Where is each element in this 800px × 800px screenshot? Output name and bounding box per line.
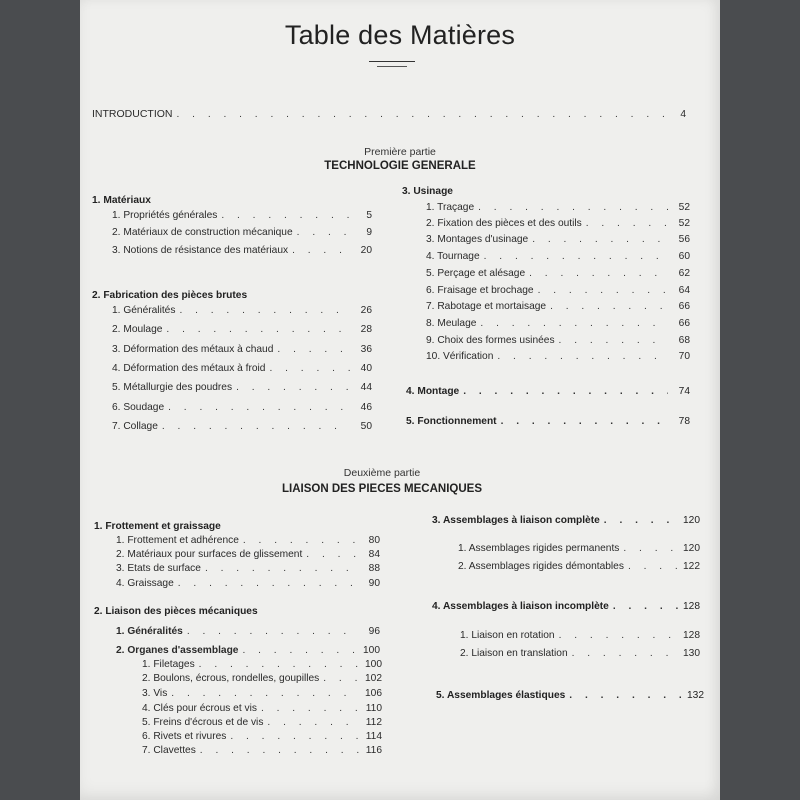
document-page: [80, 0, 720, 800]
toc-entry-page: 66: [678, 318, 690, 329]
toc-entry-label: 10. Vérification: [426, 351, 494, 362]
toc-entry-label: 1. Généralités: [112, 305, 176, 316]
toc-entry-label: 2. Fixation des pièces et des outils: [426, 218, 582, 229]
leader-dots: [559, 335, 668, 346]
leader-dots: [187, 626, 358, 637]
toc-entry[interactable]: [112, 421, 372, 432]
toc-entry[interactable]: [112, 305, 372, 316]
toc-entry-page: 128: [683, 630, 700, 641]
toc-entry-page: 28: [360, 324, 372, 335]
toc-entry-page: 46: [360, 402, 372, 413]
toc-entry-page: 120: [683, 515, 700, 526]
toc-entry-page: 5: [366, 210, 372, 221]
toc-entry-page: 122: [683, 561, 700, 572]
toc-entry-label: 4. Déformation des métaux à froid: [112, 363, 266, 374]
toc-entry[interactable]: [426, 234, 690, 245]
toc-section[interactable]: [432, 601, 700, 612]
toc-entry[interactable]: [116, 645, 380, 656]
toc-entry[interactable]: [116, 626, 380, 637]
toc-entry-page: 130: [683, 648, 700, 659]
toc-subentry[interactable]: [142, 703, 382, 714]
leader-dots: [221, 210, 350, 221]
title-underline-short: [377, 66, 407, 67]
toc-entry-page: 84: [368, 549, 380, 560]
leader-dots: [261, 703, 360, 714]
toc-section[interactable]: [94, 606, 364, 617]
toc-entry-page: 70: [678, 351, 690, 362]
toc-entry-page: 74: [678, 386, 690, 397]
toc-entry-label: 9. Choix des formes usinées: [426, 335, 555, 346]
section-heading: 1. Frottement et graissage: [94, 521, 221, 532]
toc-entry-page: 4: [680, 109, 686, 120]
toc-entry[interactable]: [460, 648, 700, 659]
toc-entry[interactable]: [112, 324, 372, 335]
toc-section[interactable]: [92, 290, 362, 301]
toc-subentry[interactable]: [142, 717, 382, 728]
part-label: Deuxième partie: [343, 467, 421, 479]
toc-entry[interactable]: [426, 202, 690, 213]
section-heading: 5. Assemblages élastiques: [436, 690, 566, 701]
leader-dots: [168, 402, 350, 413]
toc-entry[interactable]: [458, 561, 700, 572]
toc-entry-label: 3. Montages d'usinage: [426, 234, 529, 245]
section-heading: 2. Liaison des pièces mécaniques: [94, 606, 258, 617]
leader-dots: [171, 688, 360, 699]
leader-dots: [292, 245, 350, 256]
section-heading: 3. Assemblages à liaison complète: [432, 515, 600, 526]
toc-section[interactable]: [94, 521, 364, 532]
toc-entry-page: 100: [363, 645, 380, 656]
toc-entry-label: 7. Clavettes: [142, 745, 196, 756]
toc-entry-page: 116: [365, 745, 382, 756]
toc-entry[interactable]: [112, 363, 372, 374]
toc-section[interactable]: [406, 416, 690, 427]
toc-entry[interactable]: [116, 578, 380, 589]
leader-dots: [177, 109, 665, 120]
leader-dots: [199, 659, 360, 670]
leader-dots: [243, 535, 358, 546]
toc-section[interactable]: [436, 690, 704, 701]
toc-entry-label: 3. Etats de surface: [116, 563, 201, 574]
toc-entry-label: 5. Freins d'écrous et de vis: [142, 717, 264, 728]
section-heading: 4. Montage: [406, 386, 460, 397]
toc-entry-label: 1. Filetages: [142, 659, 195, 670]
toc-entry[interactable]: [426, 218, 690, 229]
leader-dots: [205, 563, 358, 574]
toc-entry-label: 5. Perçage et alésage: [426, 268, 526, 279]
leader-dots: [179, 305, 350, 316]
toc-entry-label: 6. Rivets et rivures: [142, 731, 227, 742]
toc-entry-label: 2. Assemblages rigides démontables: [458, 561, 624, 572]
leader-dots: [463, 386, 668, 397]
toc-entry-page: 64: [678, 285, 690, 296]
toc-entry-page: 50: [360, 421, 372, 432]
toc-entry[interactable]: [460, 630, 700, 641]
toc-subentry[interactable]: [142, 659, 382, 670]
toc-entry-page: 44: [360, 382, 372, 393]
toc-entry-label: 2. Organes d'assemblage: [116, 645, 239, 656]
toc-entry-page: 112: [365, 717, 382, 728]
toc-entry-label: 1. Assemblages rigides permanents: [458, 543, 620, 554]
toc-entry-page: 120: [683, 543, 700, 554]
toc-entry[interactable]: [426, 335, 690, 346]
toc-entry-label: 1. Liaison en rotation: [460, 630, 555, 641]
leader-dots: [162, 421, 350, 432]
leader-dots: [306, 549, 358, 560]
toc-subentry[interactable]: [142, 688, 382, 699]
toc-entry[interactable]: [112, 402, 372, 413]
toc-entry-page: 110: [365, 703, 382, 714]
toc-entry-label: 8. Meulage: [426, 318, 477, 329]
toc-entry[interactable]: [112, 344, 372, 355]
toc-entry-page: 114: [365, 731, 382, 742]
toc-entry-label: 2. Liaison en translation: [460, 648, 568, 659]
toc-entry-label: 4. Tournage: [426, 251, 480, 262]
toc-entry-page: 68: [678, 335, 690, 346]
leader-dots: [236, 382, 350, 393]
toc-entry[interactable]: [112, 227, 372, 238]
toc-entry-label: 3. Notions de résistance des matériaux: [112, 245, 289, 256]
toc-entry[interactable]: [112, 382, 372, 393]
leader-dots: [501, 416, 668, 427]
leader-dots: [532, 234, 668, 245]
leader-dots: [497, 351, 668, 362]
toc-entry-label: 6. Fraisage et brochage: [426, 285, 534, 296]
leader-dots: [178, 578, 358, 589]
toc-entry-page: 78: [678, 416, 690, 427]
toc-entry-page: 80: [368, 535, 380, 546]
toc-entry-label: 1. Généralités: [116, 626, 183, 637]
toc-entry-page: 56: [678, 234, 690, 245]
part-title: LIAISON DES PIECES MECANIQUES: [281, 483, 482, 495]
toc-entry-page: 60: [678, 251, 690, 262]
toc-entry-label: 1. Frottement et adhérence: [116, 535, 239, 546]
toc-entry[interactable]: [426, 251, 690, 262]
part-title: TECHNOLOGIE GENERALE: [324, 160, 476, 172]
toc-entry-label: 6. Soudage: [112, 402, 165, 413]
leader-dots: [604, 515, 678, 526]
toc-entry-label: 4. Graissage: [116, 578, 174, 589]
toc-entry-label: 5. Métallurgie des poudres: [112, 382, 233, 393]
leader-dots: [538, 285, 668, 296]
toc-entry-page: 62: [678, 268, 690, 279]
toc-entry-label: 2. Moulage: [112, 324, 163, 335]
toc-entry-label: 7. Collage: [112, 421, 158, 432]
part-label: Première partie: [364, 146, 436, 158]
toc-entry-page: 36: [360, 344, 372, 355]
toc-section[interactable]: [432, 515, 700, 526]
toc-section[interactable]: [92, 195, 362, 206]
toc-subentry[interactable]: [142, 731, 382, 742]
leader-dots: [269, 363, 350, 374]
leader-dots: [550, 301, 668, 312]
toc-entry-page: 88: [368, 563, 380, 574]
toc-entry[interactable]: [458, 543, 700, 554]
title-underline: [369, 61, 415, 62]
toc-entry-page: 102: [365, 673, 382, 684]
toc-entry-label: INTRODUCTION: [92, 108, 173, 120]
toc-entry-page: 40: [360, 363, 372, 374]
toc-entry[interactable]: [116, 549, 380, 560]
leader-dots: [613, 601, 678, 612]
leader-dots: [529, 268, 668, 279]
leader-dots: [242, 645, 358, 656]
leader-dots: [623, 543, 678, 554]
toc-entry-page: 128: [683, 601, 700, 612]
toc-entry-page: 100: [365, 659, 382, 670]
toc-entry-label: 7. Rabotage et mortaisage: [426, 301, 547, 312]
toc-entry-page: 20: [360, 245, 372, 256]
toc-entry-page: 9: [366, 227, 372, 238]
leader-dots: [559, 630, 678, 641]
leader-dots: [586, 218, 668, 229]
leader-dots: [628, 561, 678, 572]
toc-entry[interactable]: [426, 318, 690, 329]
toc-entry-page: 26: [360, 305, 372, 316]
leader-dots: [297, 227, 350, 238]
toc-subentry[interactable]: [142, 745, 382, 756]
leader-dots: [200, 745, 360, 756]
toc-entry[interactable]: [426, 351, 690, 362]
toc-entry[interactable]: [426, 301, 690, 312]
section-heading: 5. Fonctionnement: [406, 416, 497, 427]
toc-entry-label: 1. Propriétés générales: [112, 210, 218, 221]
leader-dots: [480, 318, 668, 329]
toc-entry-label: 2. Matériaux pour surfaces de glissement: [116, 549, 303, 560]
section-heading: 2. Fabrication des pièces brutes: [92, 290, 248, 301]
page-title: Table des Matières: [284, 20, 516, 50]
leader-dots: [478, 202, 668, 213]
toc-section[interactable]: [402, 186, 672, 197]
toc-entry-label: 1. Traçage: [426, 202, 475, 213]
section-heading: 3. Usinage: [402, 186, 453, 197]
toc-entry[interactable]: [112, 210, 372, 221]
leader-dots: [230, 731, 360, 742]
leader-dots: [323, 673, 360, 684]
leader-dots: [484, 251, 668, 262]
toc-entry-page: 66: [678, 301, 690, 312]
leader-dots: [277, 344, 350, 355]
toc-entry-label: 3. Vis: [142, 688, 168, 699]
toc-entry[interactable]: [112, 245, 372, 256]
leader-dots: [267, 717, 360, 728]
toc-subentry[interactable]: [142, 673, 382, 684]
toc-entry-page: 106: [365, 688, 382, 699]
toc-entry-label: 2. Matériaux de construction mécanique: [112, 227, 293, 238]
toc-entry-page: 52: [678, 202, 690, 213]
leader-dots: [569, 690, 682, 701]
toc-entry-label: 3. Déformation des métaux à chaud: [112, 344, 274, 355]
toc-entry-page: 52: [678, 218, 690, 229]
leader-dots: [166, 324, 350, 335]
toc-entry-page: 96: [368, 626, 380, 637]
toc-entry[interactable]: [426, 268, 690, 279]
toc-entry-page: 132: [687, 690, 704, 701]
toc-entry[interactable]: [116, 563, 380, 574]
toc-section[interactable]: [406, 386, 690, 397]
section-heading: 1. Matériaux: [92, 195, 151, 206]
toc-entry-label: 4. Clés pour écrous et vis: [142, 703, 257, 714]
toc-entry[interactable]: [426, 285, 690, 296]
section-heading: 4. Assemblages à liaison incomplète: [432, 601, 609, 612]
leader-dots: [572, 648, 678, 659]
toc-entry-label: 2. Boulons, écrous, rondelles, goupilles: [142, 673, 320, 684]
toc-entry-page: 90: [368, 578, 380, 589]
toc-entry[interactable]: [116, 535, 380, 546]
toc-entry-introduction[interactable]: [92, 108, 686, 120]
